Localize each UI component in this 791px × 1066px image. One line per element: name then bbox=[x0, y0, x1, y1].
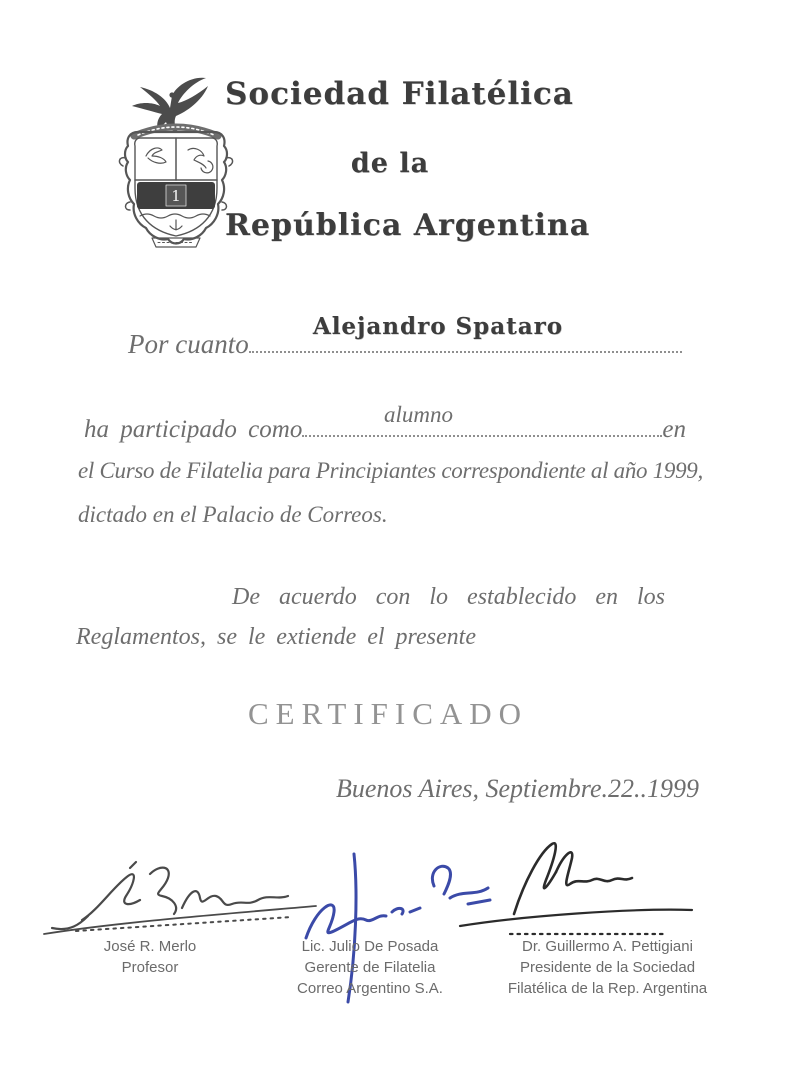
signer-title: Presidente de la Sociedad bbox=[519, 959, 696, 976]
dotted-line bbox=[249, 351, 682, 353]
participation-suffix: en bbox=[662, 416, 686, 443]
por-cuanto-label: Por cuanto bbox=[128, 329, 249, 359]
closing-line1: De acuerdo con lo establecido en los bbox=[232, 584, 666, 610]
org-name-line2: de la bbox=[350, 148, 430, 179]
signer-block-jose-merlo bbox=[55, 936, 245, 978]
signer-name: Lic. Julio De Posada bbox=[301, 938, 439, 955]
signer-name: Dr. Guillermo A. Pettigiani bbox=[522, 938, 693, 955]
signer-block-guillermo-pettigiani bbox=[485, 936, 730, 999]
signer-title2: Correo Argentino S.A. bbox=[297, 980, 443, 997]
emblem-stamp-numeral: 1 bbox=[171, 187, 181, 205]
body-line3: dictado en el Palacio de Correos. bbox=[78, 502, 388, 527]
participation-prefix: ha participado como bbox=[84, 416, 303, 443]
signature-guillermo-pettigiani bbox=[452, 834, 704, 942]
org-name-line1: Sociedad Filatélica bbox=[225, 76, 574, 112]
body-line2: el Curso de Filatelia para Principiantes correspondiente al año 1999, bbox=[78, 458, 703, 483]
recipient-name: Alejandro Spataro bbox=[312, 313, 564, 340]
signature-jose-merlo bbox=[40, 856, 324, 944]
signer-title: Profesor bbox=[121, 959, 179, 976]
certificate-title: CERTIFICADO bbox=[247, 696, 529, 731]
participation-row bbox=[84, 398, 686, 444]
closing-line2: Reglamentos, se le extiende el presente bbox=[76, 624, 476, 650]
signer-block-julio-de-posada bbox=[275, 936, 465, 999]
date-line: Buenos Aires, Septiembre.22..1999 bbox=[336, 774, 699, 803]
dotted-line bbox=[302, 435, 662, 437]
signer-title2: Filatélica de la Rep. Argentina bbox=[507, 980, 708, 997]
signer-title: Gerente de Filatelia bbox=[304, 959, 436, 976]
signer-name: José R. Merlo bbox=[103, 938, 197, 955]
org-name-line3: República Argentina bbox=[225, 208, 591, 243]
recipient-row bbox=[128, 310, 682, 360]
participation-role: alumno bbox=[384, 402, 453, 427]
